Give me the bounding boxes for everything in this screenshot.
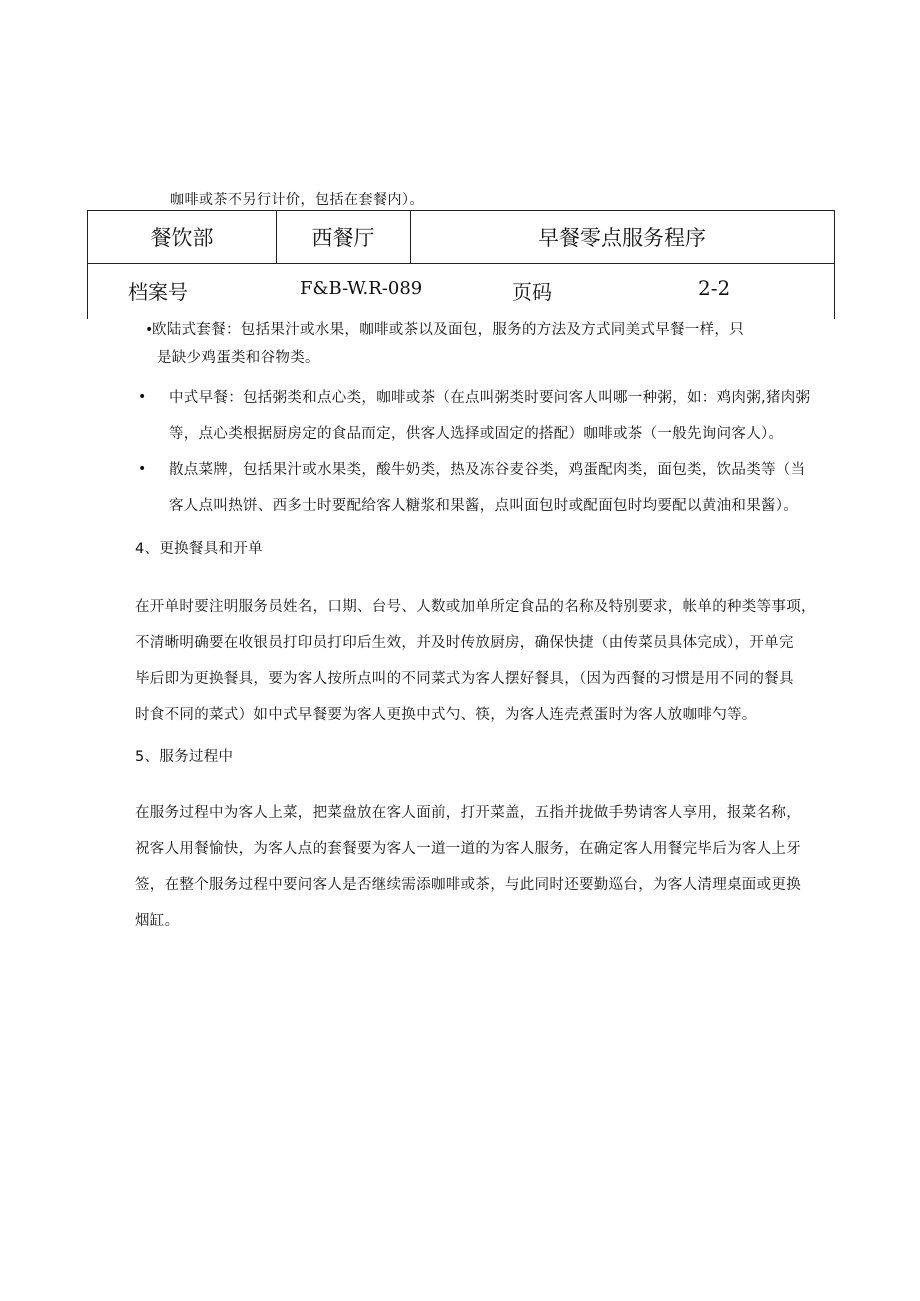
outlet-cell: 西餐厅	[276, 211, 411, 263]
page-number-value: 2-2	[698, 276, 731, 300]
bullet-marker: •	[138, 461, 147, 477]
section-4-heading: 4、更换餐具和开单	[135, 541, 263, 557]
bullet-1-line-1: 欧陆式套餐：包括果汁或水果，咖啡或茶以及面包，服务的方法及方式同美式早餐一样，只	[152, 322, 744, 338]
page-label: 页码	[512, 280, 552, 304]
document-title-cell: 早餐零点服务程序	[538, 226, 706, 250]
section-5-line: 烟缸。	[135, 913, 180, 929]
bullet-1-line-2: 是缺少鸡蛋类和谷物类。	[157, 350, 320, 366]
bullet-marker: •	[138, 389, 147, 405]
bullet-2-line-1: 中式早餐：包括粥类和点心类，咖啡或茶（在点叫粥类时要问客人叫哪一种粥，如：鸡肉粥,猪肉粥	[169, 390, 811, 406]
section-5-line: 祝客人用餐愉快，为客人点的套餐要为客人一道一道的为客人服务，在确定客人用餐完毕后为客人上牙	[135, 841, 801, 857]
section-4-line: 在开单时要注明服务员姓名，口期、台号、人数或加单所定食品的名称及特别要求，帐单的种类等事项，	[135, 599, 816, 615]
section-4-line: 毕后即为更换餐具，要为客人按所点叫的不同菜式为客人摆好餐具，（因为西餐的习惯是用不同的餐具	[135, 671, 794, 687]
header-row-1	[88, 211, 834, 264]
section-5-line: 在服务过程中为客人上菜，把菜盘放在客人面前，打开菜盖，五指并拢做手势请客人享用，报菜名称，	[135, 805, 801, 821]
section-4-line: 不清晰明确要在收银员打印员打印后生效，并及时传放厨房，确保快捷（由传菜员具体完成），开单完	[135, 635, 794, 651]
bullet-marker: •	[145, 322, 154, 338]
continued-text-line: 咖啡或茶不另行计价，包括在套餐内）。	[170, 192, 424, 208]
section-5-heading: 5、服务过程中	[135, 749, 234, 765]
file-number-value: F&B-W.R-089	[300, 278, 423, 299]
bullet-2-line-2: 等，点心类根据厨房定的食品而定，供客人选择或固定的搭配）咖啡或茶（一般先询问客人）。	[169, 426, 784, 442]
section-5-line: 签，在整个服务过程中要问客人是否继续需添咖啡或茶，与此同时还要勤巡台，为客人清理桌面或更换	[135, 877, 801, 893]
header-table	[87, 210, 835, 319]
bullet-3-line-1: 散点菜牌，包括果汁或水果类，酸牛奶类，热及冻谷麦谷类，鸡蛋配肉类，面包类，饮品类等（当	[169, 462, 806, 478]
section-4-line: 时食不同的菜式）如中式早餐要为客人更换中式勺、筷，为客人连壳煮蛋时为客人放咖啡勺等。	[135, 707, 757, 723]
header-row-2	[88, 264, 834, 319]
department-cell: 餐饮部	[88, 211, 277, 263]
bullet-3-line-2: 客人点叫热饼、西多士时要配给客人糖浆和果酱，点叫面包时或配面包时均要配以黄油和果酱）。	[169, 498, 799, 514]
file-number-label: 档案号	[128, 280, 188, 304]
